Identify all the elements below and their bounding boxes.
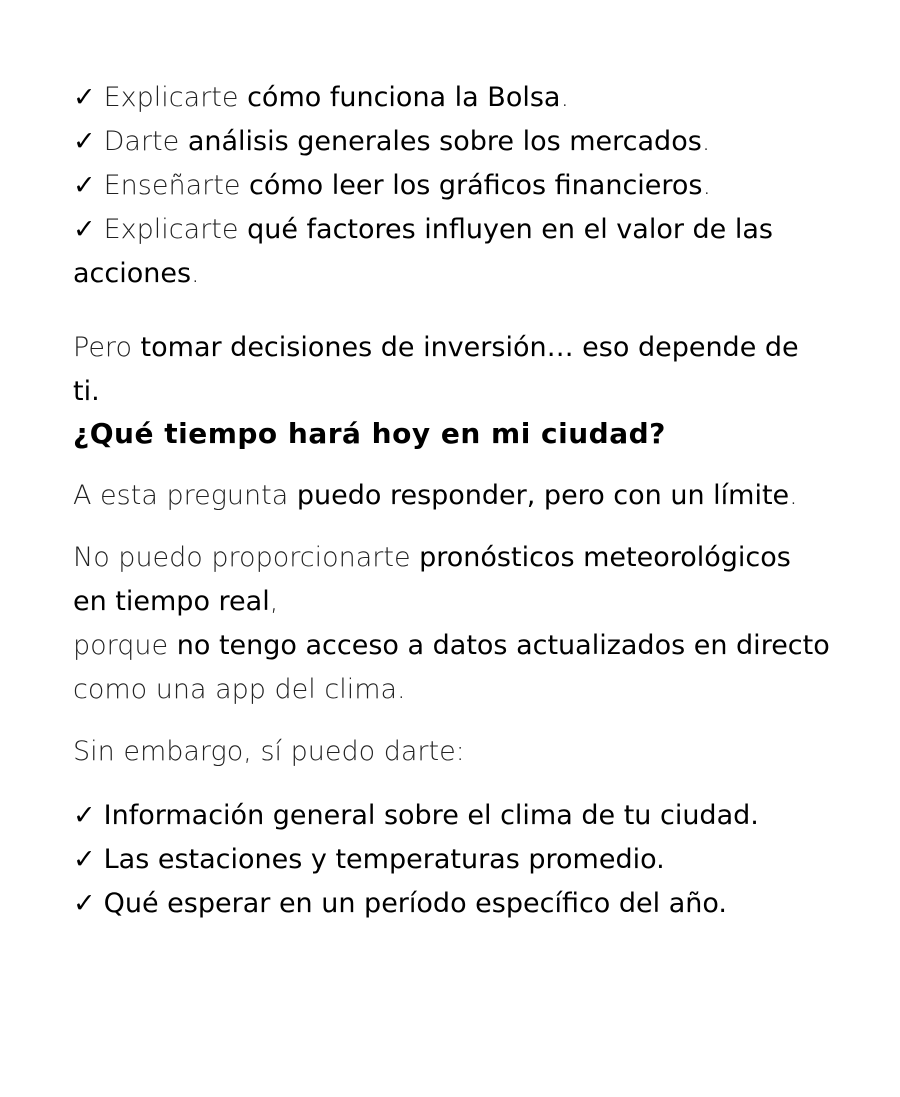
limitation-paragraph: No puedo proporcionarte pronósticos meteorológicos en tiempo real, porque no tengo acceso a datos actualizados en directo como una app del clima.	[73, 542, 830, 705]
list-item: ✓ Darte análisis generales sobre los mercados.	[73, 126, 711, 157]
answer-paragraph: A esta pregunta puedo responder, pero con un límite.	[73, 480, 798, 511]
list-item: ✓ Explicarte cómo funciona la Bolsa.	[73, 82, 570, 113]
weather-list	[73, 794, 833, 926]
transition-paragraph: Sin embargo, sí puedo darte:	[73, 736, 465, 767]
list-item: ✓ Las estaciones y temperaturas promedio.	[73, 844, 665, 875]
investment-paragraph: Pero tomar decisiones de inversión… eso depende de ti.	[73, 332, 799, 407]
list-item: ✓ Explicarte qué factores influyen en el valor de las acciones.	[73, 214, 773, 289]
list-item: ✓ Información general sobre el clima de tu ciudad.	[73, 800, 759, 831]
check-icon: ✓	[73, 82, 96, 113]
check-icon: ✓	[73, 170, 96, 201]
list-item: ✓ Enseñarte cómo leer los gráficos financieros.	[73, 170, 712, 201]
check-icon: ✓	[73, 844, 96, 875]
check-icon: ✓	[73, 888, 96, 919]
check-icon: ✓	[73, 800, 96, 831]
capabilities-list	[73, 76, 833, 296]
check-icon: ✓	[73, 126, 96, 157]
section-heading: ¿Qué tiempo hará hoy en mi ciudad?	[73, 417, 666, 450]
check-icon: ✓	[73, 214, 96, 245]
list-item: ✓ Qué esperar en un período específico del año.	[73, 888, 728, 919]
